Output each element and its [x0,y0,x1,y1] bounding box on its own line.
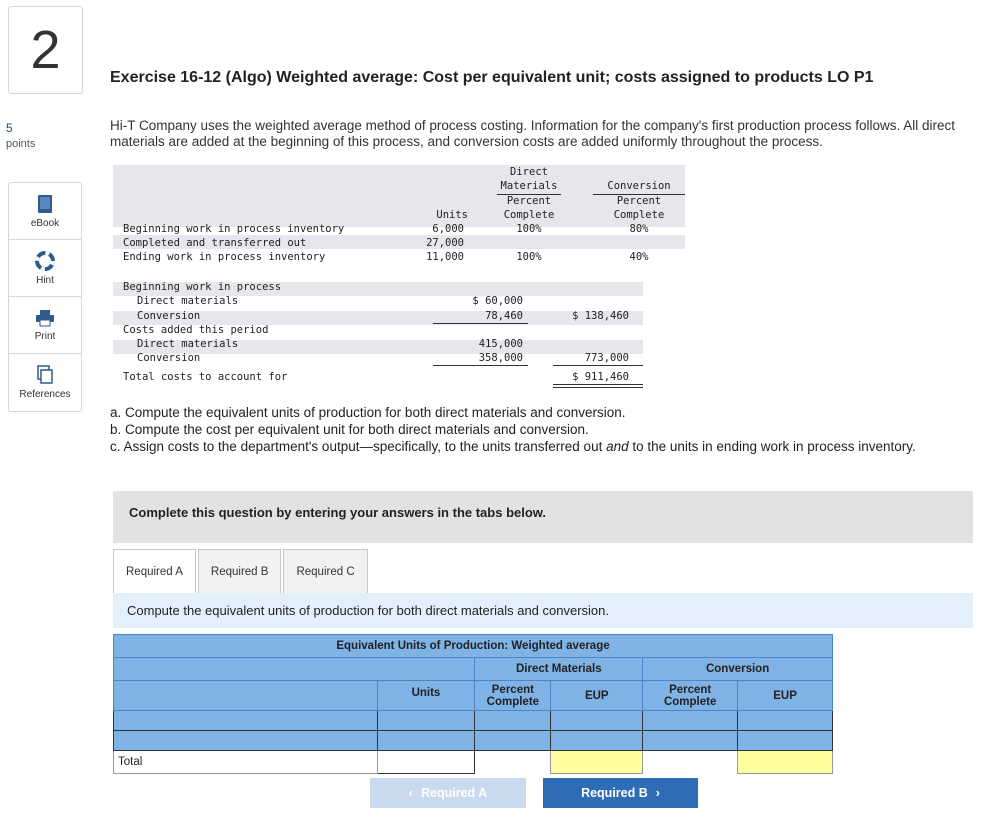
cost-grand-total: $ 911,460 [572,371,629,383]
row-dm: 100% [516,251,542,263]
equivalent-units-table [113,634,833,774]
sidebar-item-hint[interactable] [9,240,81,297]
lifebuoy-icon [35,251,55,271]
units-header: Units [377,681,475,711]
question-number: 2 [8,6,83,94]
chevron-left-icon: ‹ [408,786,413,800]
sidebar-item-print[interactable] [9,297,81,354]
row-units: 6,000 [432,223,464,235]
chevron-right-icon: › [655,786,660,800]
conv-pct-input-1[interactable] [643,711,738,731]
conv-eup-total [738,751,833,774]
cost-label: Conversion [137,310,201,322]
dm-header-1: Direct [510,166,548,178]
dm-header-3: Percent [506,195,552,207]
next-button[interactable]: Required B › [543,778,698,808]
sidebar-item-label: eBook [30,217,60,229]
tab-required-a[interactable]: Required A [113,549,196,593]
dm-header-4: Complete [503,209,555,221]
row-conv: 40% [629,251,649,263]
book-icon [36,194,54,214]
conv-header-1: Conversion [607,180,671,192]
dm-pct-input-1[interactable] [475,711,551,731]
sidebar-item-ebook[interactable] [9,183,81,240]
dm-eup-cell-2 [551,731,643,751]
page-title: Exercise 16-12 (Algo) Weighted average: Cost per equivalent unit; costs assigned to products LO P1 [110,69,874,86]
dm-pct-input-2[interactable] [475,731,551,751]
cost-value: 78,460 [485,310,523,322]
conv-pct-header: Percent Complete [643,681,738,711]
points-display [6,120,35,152]
cost-label: Direct materials [137,295,239,307]
row-units: 27,000 [426,237,464,249]
cost-label: Costs added this period [123,324,269,336]
cost-value: 415,000 [478,338,523,350]
complete-prompt: Complete this question by entering your answers in the tabs below. [113,491,973,543]
dm-header: Direct Materials [475,658,643,681]
copy-icon [36,365,54,385]
cost-label: Beginning work in process [123,281,282,293]
sidebar-item-label: Hint [36,274,54,286]
cost-value: $ 60,000 [472,295,523,307]
cost-total: $ 138,460 [572,310,629,322]
total-label: Total [114,751,378,774]
conv-header-2: Percent [616,195,662,207]
conv-eup-header: EUP [738,681,833,711]
conv-eup-cell-1 [738,711,833,731]
cost-label: Direct materials [137,338,239,350]
row-label-input-1[interactable] [114,711,378,731]
row-label: Completed and transferred out [123,237,307,249]
tab-bar [113,549,370,593]
cost-label: Conversion [137,352,201,364]
conv-header-3: Complete [613,209,665,221]
conv-pct-input-2[interactable] [643,731,738,751]
units-total-cell [377,751,475,774]
tab-required-c[interactable]: Required C [283,549,367,593]
row-label-input-2[interactable] [114,731,378,751]
instruction-text: Compute the equivalent units of production for both direct materials and conversion. [113,593,973,628]
conv-eup-cell-2 [738,731,833,751]
dm-header-2: Materials [500,180,558,192]
sidebar-item-label: Print [34,330,56,342]
dm-eup-total [551,751,643,774]
row-units: 11,000 [426,251,464,263]
question-c: c. Assign costs to the department's output—specifically, to the units transferred out and to the units in ending work in process inventory. [110,439,916,454]
question-a: a. Compute the equivalent units of production for both direct materials and conversion. [110,405,626,420]
points-label: points [6,138,36,150]
tab-required-b[interactable]: Required B [198,549,282,593]
cost-total: 773,000 [584,352,629,364]
cost-value: 358,000 [478,352,523,364]
row-dm: 100% [516,223,542,235]
dm-eup-cell-1 [551,711,643,731]
units-header: Units [436,209,468,221]
row-label: Ending work in process inventory [123,251,326,263]
question-list [110,404,970,455]
prev-button[interactable]: ‹ Required A [370,778,526,808]
row-conv: 80% [629,223,649,235]
units-input-1[interactable] [377,711,475,731]
cost-label: Total costs to account for [123,371,288,383]
units-input-2[interactable] [377,731,475,751]
dm-pct-header: Percent Complete [475,681,551,711]
intro-text: Hi-T Company uses the weighted average method of process costing. Information for the company's first production process follows. All direct materials are added at the beginning of this process, and conversion costs are added uniformly throughout the process. [110,118,955,149]
dm-eup-header: EUP [551,681,643,711]
sidebar-item-label: References [19,389,71,400]
conv-header: Conversion [643,658,833,681]
row-label: Beginning work in process inventory [123,223,345,235]
sidebar [8,182,82,412]
question-b: b. Compute the cost per equivalent unit for both direct materials and conversion. [110,422,589,437]
sidebar-item-references[interactable] [9,354,81,411]
printer-icon [35,309,55,327]
eq-table-title: Equivalent Units of Production: Weighted average [114,635,833,658]
points-value: 5 [6,121,13,135]
